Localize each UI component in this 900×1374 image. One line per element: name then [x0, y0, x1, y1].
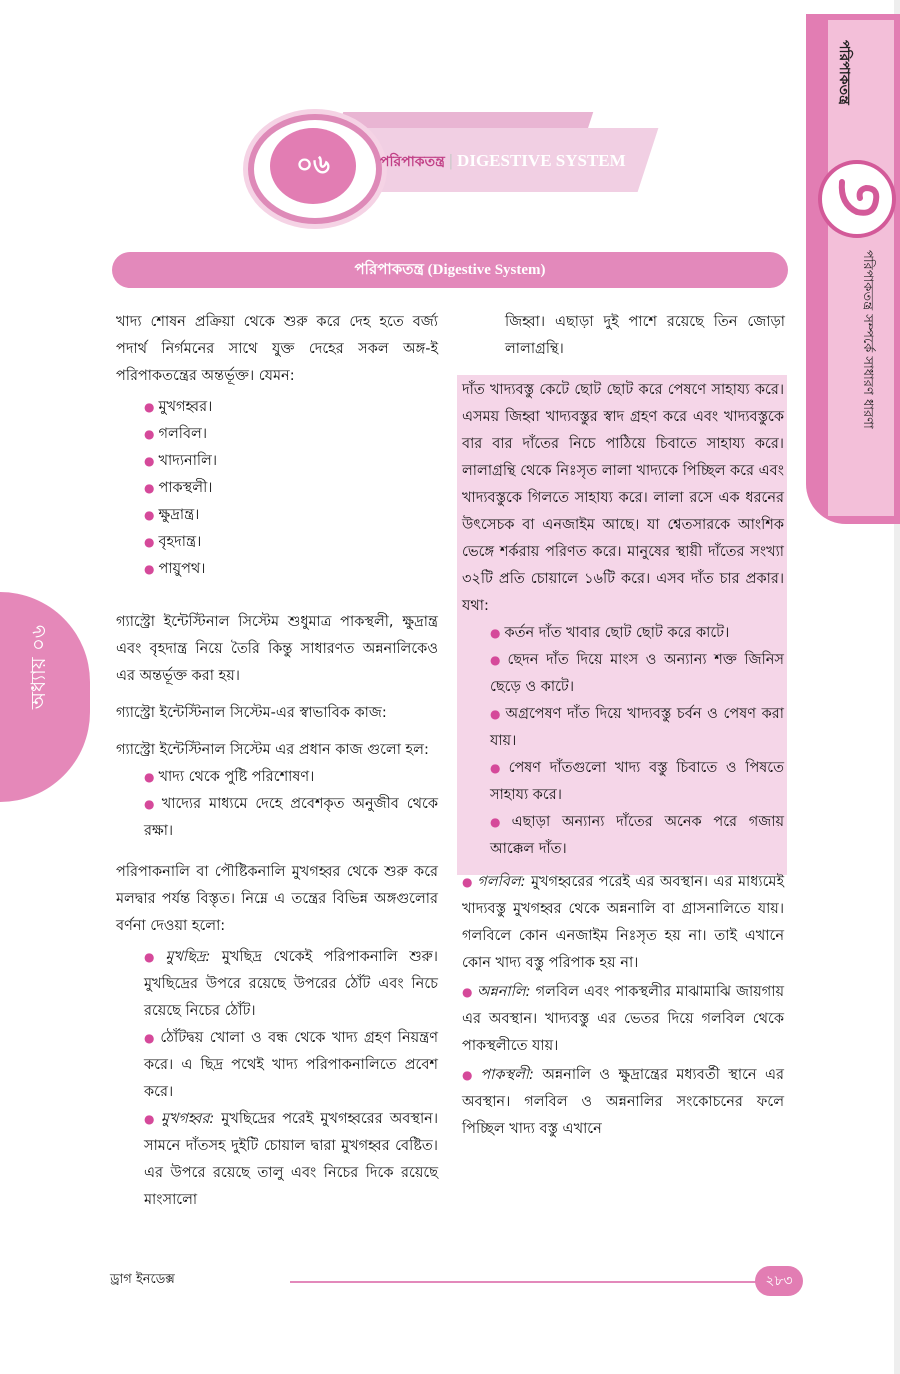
side-tab-subtitle: পরিপাকতন্ত্র সম্পর্কে সাধারণ ধারণা — [860, 250, 875, 429]
list-item: ● খাদ্যনালি। — [144, 453, 218, 469]
pink-bullet-icon: ● — [462, 1068, 477, 1082]
pink-bullet-icon: ● — [462, 985, 473, 999]
teeth-list — [490, 620, 784, 863]
footer-divider — [290, 1281, 760, 1283]
list-item: ● ক্ষুদ্রান্ত্র। — [144, 507, 200, 523]
section-banner: পরিপাকতন্ত্র (Digestive System) — [112, 252, 788, 288]
stomach-icon — [818, 160, 896, 238]
teeth-paragraph: দাঁত খাদ্যবস্তু কেটে ছোট ছোট করে পেষণে সাহায্য করে। এসময় জিহ্বা খাদ্যবস্তুর স্বাদ গ্রহণ করে এবং খাদ্যবস্তুকে বার বার দাঁতের নিচে পাঠিয়ে চিবাতে সাহায্য করে। লালাগ্রন্থি থেকে নিঃসৃত লালা খাদ্যকে পিচ্ছিল করে এবং খাদ্যবস্তুকে গিলতে সাহায্য করে। লালা রসে এক ধরনের উৎসেচক বা এনজাইম আছে। যা শ্বেতসারকে আংশিক ভেঙ্গে শর্করায় পরিণত করে। মানুষের স্থায়ী দাঁতের সংখ্যা ৩২টি প্রতি চোয়ালে ১৬টি করে। এসব দাঁত চার প্রকার। যথা: — [462, 382, 784, 614]
gi-paragraph: গ্যাস্ট্রো ইন্টেস্টিনাল সিস্টেম শুধুমাত্র পাকস্থলী, ক্ষুদ্রান্ত্র এবং বৃহদান্ত্র নিয়ে তৈরি কিন্তু সাধারণত অন্ননালিকেও এর অন্তর্ভূক্ত করা হয়। — [116, 614, 438, 684]
pink-bullet-icon: ● — [144, 508, 155, 522]
chapter-tab-label: অধ্যায় ০৬ — [26, 625, 50, 710]
pink-bullet-icon: ● — [490, 707, 502, 721]
gi-main-function: গ্যাস্ট্রো ইন্টেস্টিনাল সিস্টেম এর প্রধান কাজ গুলো হল: — [116, 742, 429, 758]
pink-bullet-icon: ● — [144, 797, 158, 811]
header-title: পরিপাকতন্ত্র | DIGESTIVE SYSTEM — [380, 151, 626, 170]
pink-bullet-icon: ● — [144, 535, 155, 549]
stomach-desc: ● পাকস্থলী: অন্ননালি ও ক্ষুদ্রান্ত্রের মধ্যবর্তী স্থানে এর অবস্থান। গলবিল ও অন্ননালির সংকোচনের ফলে পিচ্ছিল খাদ্য বস্তু এখানে — [462, 1067, 784, 1137]
pink-bullet-icon: ● — [144, 481, 155, 495]
pink-bullet-icon: ● — [144, 427, 155, 441]
organ-desc-list — [144, 944, 438, 1214]
footer-title: ড্রাগ ইনডেক্স — [110, 1272, 175, 1287]
pink-bullet-icon: ● — [490, 653, 504, 667]
pink-bullet-icon: ● — [144, 770, 155, 784]
list-item: ● এছাড়া অন্যান্য দাঁতের অনেক পরে গজায় আক্কেল দাঁত। — [490, 814, 784, 857]
side-tab-title: পরিপাকতন্ত্র — [836, 40, 852, 105]
pink-bullet-icon: ● — [144, 1031, 157, 1045]
header-title-en: DIGESTIVE SYSTEM — [457, 151, 626, 170]
function-list — [144, 764, 438, 845]
list-item: ● খাদ্যের মাধ্যমে দেহে প্রবেশকৃত অনুজীব থেকে রক্ষা। — [144, 796, 438, 839]
pink-bullet-icon: ● — [462, 875, 474, 889]
left-column — [116, 309, 438, 1214]
list-item: ● বৃহদান্ত্র। — [144, 534, 202, 550]
list-item: ● পায়ুপথ। — [144, 561, 206, 577]
gi-function-heading: গ্যাস্ট্রো ইন্টেস্টিনাল সিস্টেম-এর স্বাভাবিক কাজ: — [116, 705, 387, 721]
tract-paragraph: পরিপাকনালি বা পৌষ্টিকনালি মুখগহ্বর থেকে শুরু করে মলদ্বার পর্যন্ত বিস্তৃত। নিম্নে এ তন্ত্রের বিভিন্ন অঙ্গগুলোর বর্ণনা দেওয়া হলো: — [116, 864, 438, 934]
right-column — [462, 377, 784, 1153]
organ-list — [144, 394, 438, 583]
intro-paragraph: খাদ্য শোষন প্রক্রিয়া থেকে শুরু করে দেহ হতে বর্জ্য পদার্থ নির্গমনের সাথে যুক্ত দেহের সকল অঙ্গ-ই পরিপাকতন্ত্রের অন্তর্ভূক্ত। যেমন: — [116, 314, 438, 384]
list-item: ● পাকস্থলী। — [144, 480, 213, 496]
esophagus-desc: ● অন্ননালি: গলবিল এবং পাকস্থলীর মাঝামাঝি জায়গায় এর অবস্থান। খাদ্যবস্তু এর ভেতর দিয়ে গলবিল থেকে পাকস্থলীতে যায়। — [462, 984, 785, 1054]
chapter-number: ০৬ — [270, 128, 356, 204]
pink-bullet-icon: ● — [144, 950, 162, 964]
list-item: ● ছেদন দাঁত দিয়ে মাংস ও অন্যান্য শক্ত জিনিস ছেড়ে ও কাটে। — [490, 652, 784, 695]
pink-bullet-icon: ● — [144, 562, 155, 576]
pink-bullet-icon: ● — [490, 761, 505, 775]
list-item: ● মুখগহ্বর। — [144, 399, 213, 415]
pink-bullet-icon: ● — [144, 400, 155, 414]
list-item: ● গলবিল। — [144, 426, 207, 442]
list-item: ● মুখছিদ্র: মুখছিদ্র থেকেই পরিপাকনালি শুরু। মুখছিদ্রের উপরে রয়েছে উপরের ঠোঁট এবং নিচে রয়েছে নিচের ঠোঁট। — [144, 949, 438, 1019]
list-item: ● কর্তন দাঁত খাবার ছোট ছোট করে কাটে। — [490, 625, 730, 641]
list-item: ● ঠোঁটদ্বয় খোলা ও বন্ধ থেকে খাদ্য গ্রহণ নিয়ন্ত্রণ করে। এ ছিদ্র পথেই খাদ্য পরিপাকনালিতে প্রবেশ করে। — [144, 1030, 438, 1100]
pink-bullet-icon: ● — [144, 1112, 157, 1126]
page-number: ২৮৩ — [755, 1266, 803, 1296]
pink-bullet-icon: ● — [490, 626, 501, 640]
list-item: ● মুখগহ্বর: মুখছিদ্রের পরেই মুখগহ্বরের অবস্থান। সামনে দাঁতসহ দুইটি চোয়াল দ্বারা মুখগহ্বর বেষ্টিত। এর উপরে রয়েছে তালু এবং নিচের দিকে রয়েছে মাংসালো — [144, 1111, 438, 1208]
pharynx-desc: ● গলবিল: মুখগহ্বরের পরেই এর অবস্থান। এর মাধ্যমেই খাদ্যবস্তু মুখগহ্বর থেকে অন্ননালি বা গ্রাসনালিতে যায়। গলবিলে কোন এনজাইম নিঃসৃত হয় না। তাই এখানে কোন খাদ্য বস্তু পরিপাক হয় না। — [462, 874, 784, 971]
list-item: ● অগ্রপেষণ দাঁত দিয়ে খাদ্যবস্তু চর্বন ও পেষণ করা যায়। — [490, 706, 784, 749]
header-title-bn: পরিপাকতন্ত্র — [380, 155, 445, 170]
list-item: ● পেষণ দাঁতগুলো খাদ্য বস্তু চিবাতে ও পিষতে সাহায্য করে। — [490, 760, 784, 803]
pink-bullet-icon: ● — [144, 454, 155, 468]
pink-bullet-icon: ● — [490, 815, 508, 829]
right-intro: জিহ্বা। এছাড়া দুই পাশে রয়েছে তিন জোড়া লালাগ্রন্থি। — [505, 314, 785, 357]
list-item: ● খাদ্য থেকে পুষ্টি পরিশোষণ। — [144, 769, 315, 785]
